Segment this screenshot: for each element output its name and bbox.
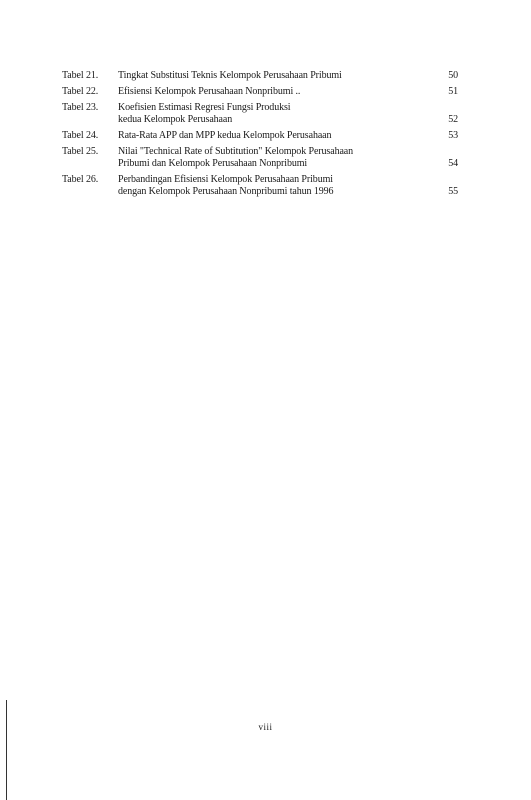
table-title-line: Perbandingan Efisiensi Kelompok Perusahaan Pribumi bbox=[118, 174, 333, 185]
table-page-number: 55 bbox=[448, 186, 458, 197]
table-title-line: dengan Kelompok Perusahaan Nonpribumi tahun 1996 bbox=[118, 186, 334, 197]
table-title bbox=[118, 130, 462, 142]
toc-entry bbox=[62, 130, 462, 142]
toc-entry bbox=[62, 146, 462, 170]
table-label: Tabel 25. bbox=[62, 146, 99, 157]
toc-entry bbox=[62, 174, 462, 198]
table-title-line: Pribumi dan Kelompok Perusahaan Nonpribumi bbox=[118, 158, 308, 169]
table-label: Tabel 26. bbox=[62, 174, 99, 185]
table-title-line: kedua Kelompok Perusahaan bbox=[118, 114, 233, 125]
table-title-line: Nilai "Technical Rate of Subtitution" Kelompok Perusahaan bbox=[118, 146, 354, 157]
toc-entry bbox=[62, 70, 462, 82]
table-label: Tabel 24. bbox=[62, 130, 99, 141]
table-title-line: Tingkat Substitusi Teknis Kelompok Perusahaan Pribumi bbox=[118, 70, 342, 81]
table-page-number: 54 bbox=[448, 158, 458, 169]
table-label: Tabel 22. bbox=[62, 86, 99, 97]
table-page-number: 50 bbox=[448, 70, 458, 81]
toc-entry bbox=[62, 86, 462, 98]
table-page-number: 53 bbox=[448, 130, 458, 141]
toc-entry bbox=[62, 102, 462, 126]
table-label: Tabel 21. bbox=[62, 70, 99, 81]
page-number: viii bbox=[258, 722, 273, 732]
table-title bbox=[118, 102, 462, 126]
table-title-line: Rata-Rata APP dan MPP kedua Kelompok Perusahaan bbox=[118, 130, 332, 141]
table-title bbox=[118, 174, 462, 198]
table-title bbox=[118, 146, 462, 170]
table-title-line: Efisiensi Kelompok Perusahaan Nonpribumi .. bbox=[118, 86, 301, 97]
table-page-number: 51 bbox=[448, 86, 458, 97]
table-title bbox=[118, 86, 462, 98]
binding-edge-divider bbox=[6, 700, 7, 800]
table-label: Tabel 23. bbox=[62, 102, 99, 113]
table-page-number: 52 bbox=[448, 114, 458, 125]
table-list bbox=[62, 70, 462, 198]
table-title-line: Koefisien Estimasi Regresi Fungsi Produksi bbox=[118, 102, 291, 113]
table-title bbox=[118, 70, 462, 82]
